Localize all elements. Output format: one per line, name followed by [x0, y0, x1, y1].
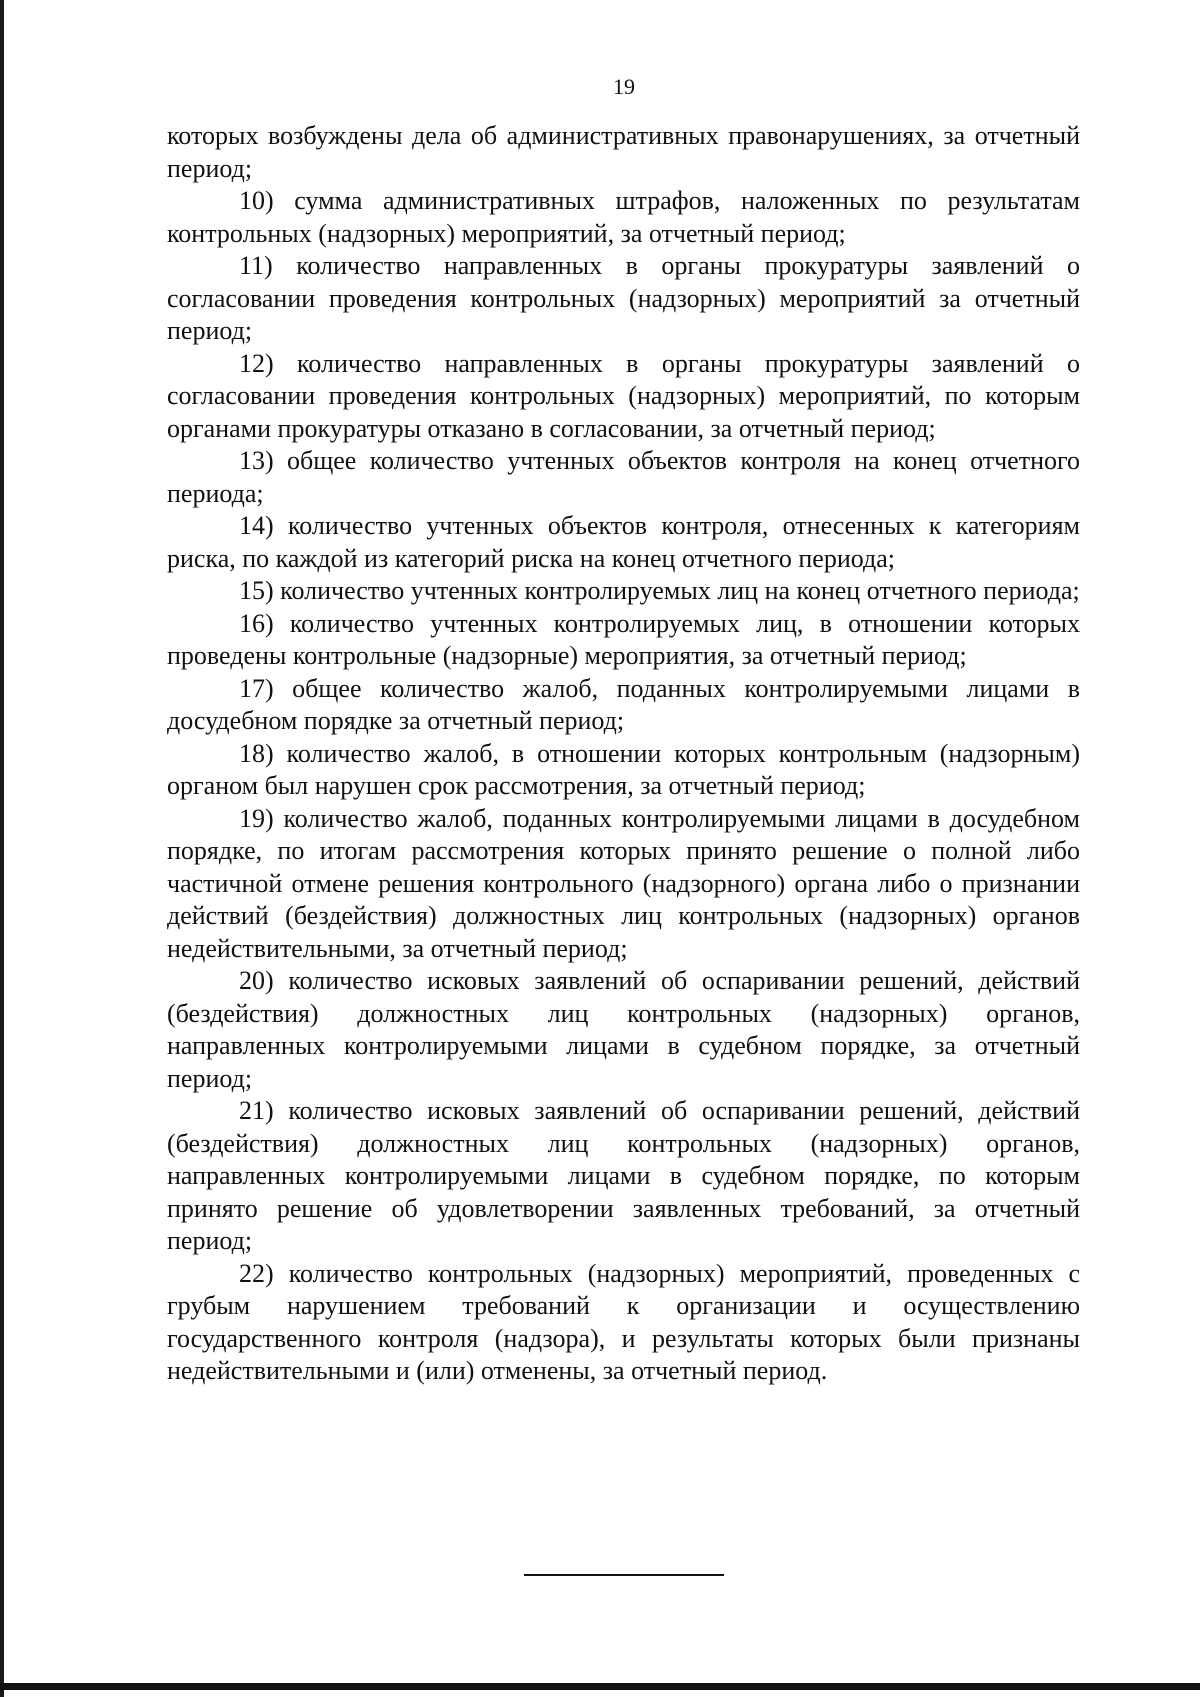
list-item-18: 18) количество жалоб, в отношении которых контрольным (надзорным) органом был нарушен срок рассмотрения, за отчетный период;: [167, 738, 1080, 800]
list-item-13: 13) общее количество учтенных объектов контроля на конец отчетного периода;: [167, 446, 1080, 508]
list-item-14: 14) количество учтенных объектов контроля, отнесенных к категориям риска, по каждой из категорий риска на конец отчетного периода;: [167, 511, 1080, 573]
scan-bottom-edge: [0, 1683, 1200, 1690]
document-body: [167, 120, 1080, 1388]
list-item-11: 11) количество направленных в органы прокуратуры заявлений о согласовании проведения контрольных (надзорных) мероприятий за отчетный период;: [167, 251, 1080, 345]
list-item-12: 12) количество направленных в органы прокуратуры заявлений о согласовании проведения контрольных (надзорных) мероприятий, по которым органами прокуратуры отказано в согласовании, за отчетный период;: [167, 348, 1080, 443]
page-number: 19: [613, 74, 635, 99]
list-item-20: 20) количество исковых заявлений об оспаривании решений, действий (бездействия) должностных лиц контрольных (надзорных) органов, направленных контролируемыми лицами в судебном порядке, за отчетный период;: [167, 966, 1080, 1093]
paragraph-continuation: которых возбуждены дела об административных правонарушениях, за отчетный период;: [167, 121, 1080, 183]
scan-left-edge: [0, 0, 4, 1697]
list-item-19: 19) количество жалоб, поданных контролируемыми лицами в досудебном порядке, по итогам рассмотрения которых принято решение о полной либо частичной отмене решения контрольного (надзорного) органа либо о признании действий (бездействия) должностных лиц контрольных (надзорных) органов недействительными, за отчетный период;: [167, 803, 1080, 963]
list-item-10: 10) сумма административных штрафов, наложенных по результатам контрольных (надзорных) мероприятий, за отчетный период;: [167, 186, 1080, 248]
list-item-21: 21) количество исковых заявлений об оспаривании решений, действий (бездействия) должностных лиц контрольных (надзорных) органов, направленных контролируемыми лицами в судебном порядке, по которым принято решение об удовлетворении заявленных требований, за отчетный период;: [167, 1096, 1080, 1255]
end-of-text-rule: [524, 1574, 724, 1576]
list-item-16: 16) количество учтенных контролируемых лиц, в отношении которых проведены контрольные (надзорные) мероприятия, за отчетный период;: [167, 608, 1080, 670]
list-item-15: 15) количество учтенных контролируемых лиц на конец отчетного периода;: [239, 576, 1080, 605]
list-item-17: 17) общее количество жалоб, поданных контролируемыми лицами в досудебном порядке за отчетный период;: [167, 673, 1080, 735]
list-item-22: 22) количество контрольных (надзорных) мероприятий, проведенных с грубым нарушением требований к организации и осуществлению государственного контроля (надзора), и результаты которых были признаны недействительными и (или) отменены, за отчетный период.: [167, 1258, 1080, 1385]
